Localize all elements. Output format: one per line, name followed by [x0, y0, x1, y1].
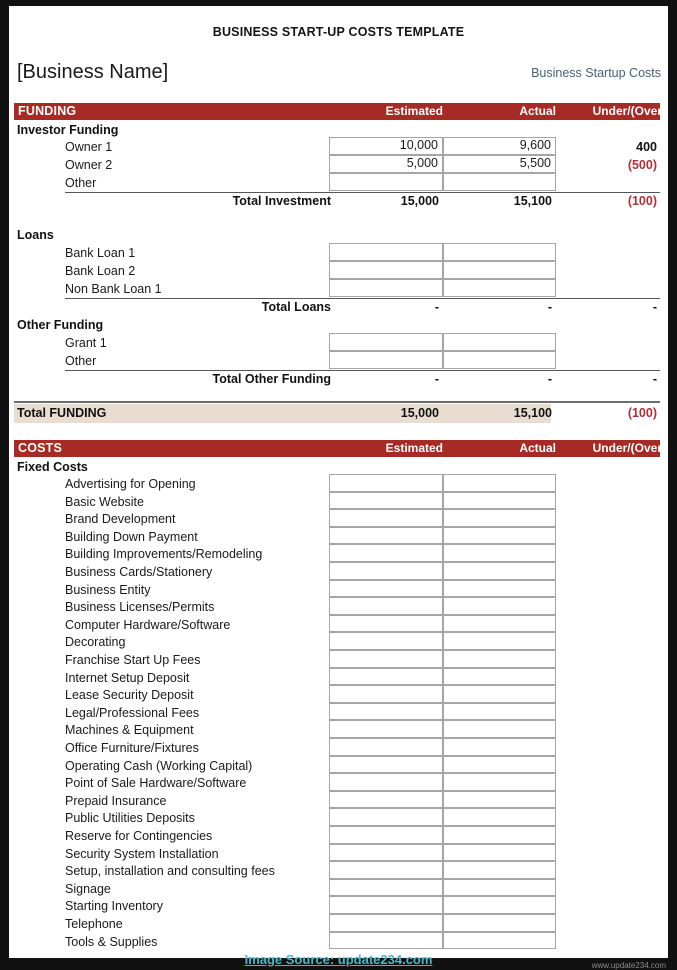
- group-fixed-costs: Fixed Costs: [17, 460, 88, 474]
- funding-col-actual: Actual: [519, 104, 556, 118]
- input-cost-actual[interactable]: [443, 544, 556, 562]
- sheet-label: Business Startup Costs: [531, 66, 661, 80]
- row-label-owner-1: Owner 1: [65, 140, 113, 154]
- costs-header-label: COSTS: [18, 441, 63, 455]
- input-cost-actual[interactable]: [443, 826, 556, 844]
- input-cost-estimated[interactable]: [329, 544, 443, 562]
- cost-row-label: Office Furniture/Fixtures: [65, 741, 199, 755]
- costs-col-actual: Actual: [519, 441, 556, 455]
- cost-row-label: Reserve for Contingencies: [65, 829, 213, 843]
- costs-col-under-over: Under/(Over): [592, 441, 666, 455]
- input-cost-estimated[interactable]: [329, 597, 443, 615]
- cost-row-label: Basic Website: [65, 494, 144, 509]
- cost-row-label: Telephone: [65, 917, 123, 931]
- input-cost-estimated[interactable]: [329, 808, 443, 826]
- funding-col-under-over: Under/(Over): [592, 104, 666, 118]
- value-total-funding-under-over: (100): [627, 406, 657, 420]
- input-cost-actual[interactable]: [443, 597, 556, 615]
- input-owner2-actual[interactable]: [443, 155, 556, 173]
- input-cost-actual[interactable]: [443, 879, 556, 897]
- input-cost-estimated[interactable]: [329, 509, 443, 527]
- costs-section-header: [14, 440, 666, 457]
- input-cost-estimated[interactable]: [329, 580, 443, 598]
- input-cost-estimated[interactable]: [329, 914, 443, 932]
- cost-row-label: Building Improvements/Remodeling: [65, 547, 263, 562]
- cost-row-label: Decorating: [65, 635, 126, 650]
- cost-row-label: Point of Sale Hardware/Software: [65, 776, 247, 791]
- funding-section-header: [14, 103, 666, 120]
- cost-row-label: Lease Security Deposit: [65, 688, 194, 703]
- value-total-loans-estimated: -: [434, 300, 439, 314]
- value-total-loans-actual: -: [547, 300, 552, 314]
- input-cost-actual[interactable]: [443, 861, 556, 879]
- corner-watermark: www.update234.com: [591, 961, 666, 970]
- input-cost-estimated[interactable]: [329, 879, 443, 897]
- input-cost-actual[interactable]: [443, 668, 556, 686]
- row-label-investor-other: Other: [65, 176, 97, 190]
- value-owner1-estimated: 10,000: [399, 138, 438, 152]
- cost-row-label: Starting Inventory: [65, 899, 163, 914]
- input-grant1-actual[interactable]: [443, 333, 556, 351]
- input-cost-actual[interactable]: [443, 791, 556, 809]
- input-cost-actual[interactable]: [443, 914, 556, 932]
- value-total-other-funding-actual: -: [547, 372, 552, 386]
- funding-col-estimated: Estimated: [385, 104, 443, 118]
- cost-row-label: Prepaid Insurance: [65, 793, 167, 808]
- input-cost-actual[interactable]: [443, 773, 556, 791]
- business-name-field[interactable]: [Business Name]: [17, 61, 169, 83]
- input-cost-actual[interactable]: [443, 632, 556, 650]
- value-total-other-funding-estimated: -: [434, 372, 439, 386]
- input-cost-estimated[interactable]: [329, 720, 443, 738]
- cost-row-label: Signage: [65, 881, 111, 896]
- input-cost-actual[interactable]: [443, 703, 556, 721]
- divider-total-investment: [65, 192, 660, 193]
- input-cost-estimated[interactable]: [329, 932, 443, 950]
- cost-row-label: Business Cards/Stationery: [65, 565, 213, 579]
- value-total-other-funding-under-over: -: [652, 372, 657, 386]
- input-owner1-actual[interactable]: [443, 137, 556, 155]
- input-other-funding-estimated[interactable]: [329, 351, 443, 369]
- cost-row-label: Setup, installation and consulting fees: [65, 864, 275, 879]
- input-cost-actual[interactable]: [443, 474, 556, 492]
- costs-col-estimated: Estimated: [385, 441, 443, 455]
- cost-row-label: Business Licenses/Permits: [65, 600, 215, 615]
- value-owner2-under-over: (500): [627, 158, 657, 172]
- input-cost-actual[interactable]: [443, 720, 556, 738]
- input-cost-estimated[interactable]: [329, 632, 443, 650]
- row-label-grant-1: Grant 1: [65, 336, 107, 350]
- row-label-other-funding-other: Other: [65, 354, 97, 368]
- value-owner1-actual: 9,600: [519, 138, 551, 152]
- input-cost-estimated[interactable]: [329, 773, 443, 791]
- cost-row-label: Public Utilities Deposits: [65, 811, 195, 826]
- input-cost-actual[interactable]: [443, 844, 556, 862]
- cost-row-label: Machines & Equipment: [65, 723, 194, 738]
- divider-total-funding: [14, 401, 660, 403]
- divider-total-other-funding: [65, 370, 660, 371]
- value-total-loans-under-over: -: [652, 300, 657, 314]
- group-other-funding: Other Funding: [17, 318, 104, 332]
- input-cost-actual[interactable]: [443, 738, 556, 756]
- input-cost-estimated[interactable]: [329, 650, 443, 668]
- input-bank-loan2-estimated[interactable]: [329, 261, 443, 279]
- input-owner2-estimated[interactable]: [329, 155, 443, 173]
- input-cost-actual[interactable]: [443, 808, 556, 826]
- value-owner1-under-over: 400: [636, 140, 657, 154]
- input-bank-loan1-actual[interactable]: [443, 243, 556, 261]
- input-bank-loan2-actual[interactable]: [443, 261, 556, 279]
- label-total-other-funding: Total Other Funding: [212, 372, 331, 386]
- input-cost-estimated[interactable]: [329, 474, 443, 492]
- cost-row-label: Computer Hardware/Software: [65, 617, 231, 632]
- value-total-funding-actual: 15,100: [513, 406, 552, 420]
- cost-row-label: Operating Cash (Working Capital): [65, 758, 253, 773]
- page-title: BUSINESS START-UP COSTS TEMPLATE: [212, 25, 465, 39]
- input-cost-actual[interactable]: [443, 562, 556, 580]
- value-owner2-estimated: 5,000: [406, 156, 438, 170]
- input-cost-estimated[interactable]: [329, 738, 443, 756]
- cost-row-label: Internet Setup Deposit: [65, 670, 190, 685]
- input-cost-actual[interactable]: [443, 932, 556, 950]
- spreadsheet-page: [9, 6, 668, 970]
- input-cost-estimated[interactable]: [329, 861, 443, 879]
- row-label-owner-2: Owner 2: [65, 158, 113, 172]
- row-label-non-bank-loan-1: Non Bank Loan 1: [65, 282, 162, 296]
- input-cost-estimated[interactable]: [329, 791, 443, 809]
- cost-row-label: Security System Installation: [65, 846, 219, 861]
- input-cost-actual[interactable]: [443, 756, 556, 774]
- input-cost-estimated[interactable]: [329, 896, 443, 914]
- input-cost-estimated[interactable]: [329, 527, 443, 545]
- input-investor-other-estimated[interactable]: [329, 173, 443, 191]
- input-cost-estimated[interactable]: [329, 668, 443, 686]
- label-total-funding: Total FUNDING: [17, 406, 107, 420]
- input-non-bank-loan1-actual[interactable]: [443, 279, 556, 297]
- cost-row-label: Advertising for Opening: [65, 477, 196, 491]
- input-cost-estimated[interactable]: [329, 615, 443, 633]
- cost-row-label: Building Down Payment: [65, 529, 198, 544]
- group-investor-funding: Investor Funding: [17, 123, 119, 137]
- input-cost-estimated[interactable]: [329, 492, 443, 510]
- row-label-bank-loan-1: Bank Loan 1: [65, 246, 136, 260]
- input-non-bank-loan1-estimated[interactable]: [329, 279, 443, 297]
- input-cost-estimated[interactable]: [329, 685, 443, 703]
- input-grant1-estimated[interactable]: [329, 333, 443, 351]
- input-investor-other-actual[interactable]: [443, 173, 556, 191]
- input-other-funding-actual[interactable]: [443, 351, 556, 369]
- cost-row-label: Legal/Professional Fees: [65, 705, 200, 720]
- cost-row-label: Brand Development: [65, 512, 176, 527]
- input-cost-actual[interactable]: [443, 509, 556, 527]
- input-cost-estimated[interactable]: [329, 756, 443, 774]
- input-cost-estimated[interactable]: [329, 562, 443, 580]
- input-bank-loan1-estimated[interactable]: [329, 243, 443, 261]
- input-cost-actual[interactable]: [443, 527, 556, 545]
- cost-row-label: Franchise Start Up Fees: [65, 653, 201, 667]
- value-total-investment-actual: 15,100: [513, 194, 552, 208]
- input-cost-actual[interactable]: [443, 492, 556, 510]
- cost-row-label: Business Entity: [65, 582, 151, 597]
- value-owner2-actual: 5,500: [519, 156, 551, 170]
- value-total-funding-estimated: 15,000: [400, 406, 439, 420]
- value-total-investment-estimated: 15,000: [400, 194, 439, 208]
- row-label-bank-loan-2: Bank Loan 2: [65, 264, 136, 278]
- source-link[interactable]: Image Source: update234.com: [244, 952, 433, 967]
- funding-header-label: FUNDING: [18, 104, 77, 118]
- divider-total-loans: [65, 298, 660, 299]
- input-cost-actual[interactable]: [443, 650, 556, 668]
- input-cost-actual[interactable]: [443, 615, 556, 633]
- input-cost-actual[interactable]: [443, 580, 556, 598]
- label-total-investment: Total Investment: [232, 194, 331, 208]
- input-cost-actual[interactable]: [443, 896, 556, 914]
- input-cost-estimated[interactable]: [329, 703, 443, 721]
- input-cost-estimated[interactable]: [329, 844, 443, 862]
- value-total-investment-under-over: (100): [627, 194, 657, 208]
- input-cost-actual[interactable]: [443, 685, 556, 703]
- input-cost-estimated[interactable]: [329, 826, 443, 844]
- input-owner1-estimated[interactable]: [329, 137, 443, 155]
- cost-row-label: Tools & Supplies: [65, 934, 158, 949]
- group-loans: Loans: [17, 228, 54, 242]
- label-total-loans: Total Loans: [261, 300, 331, 314]
